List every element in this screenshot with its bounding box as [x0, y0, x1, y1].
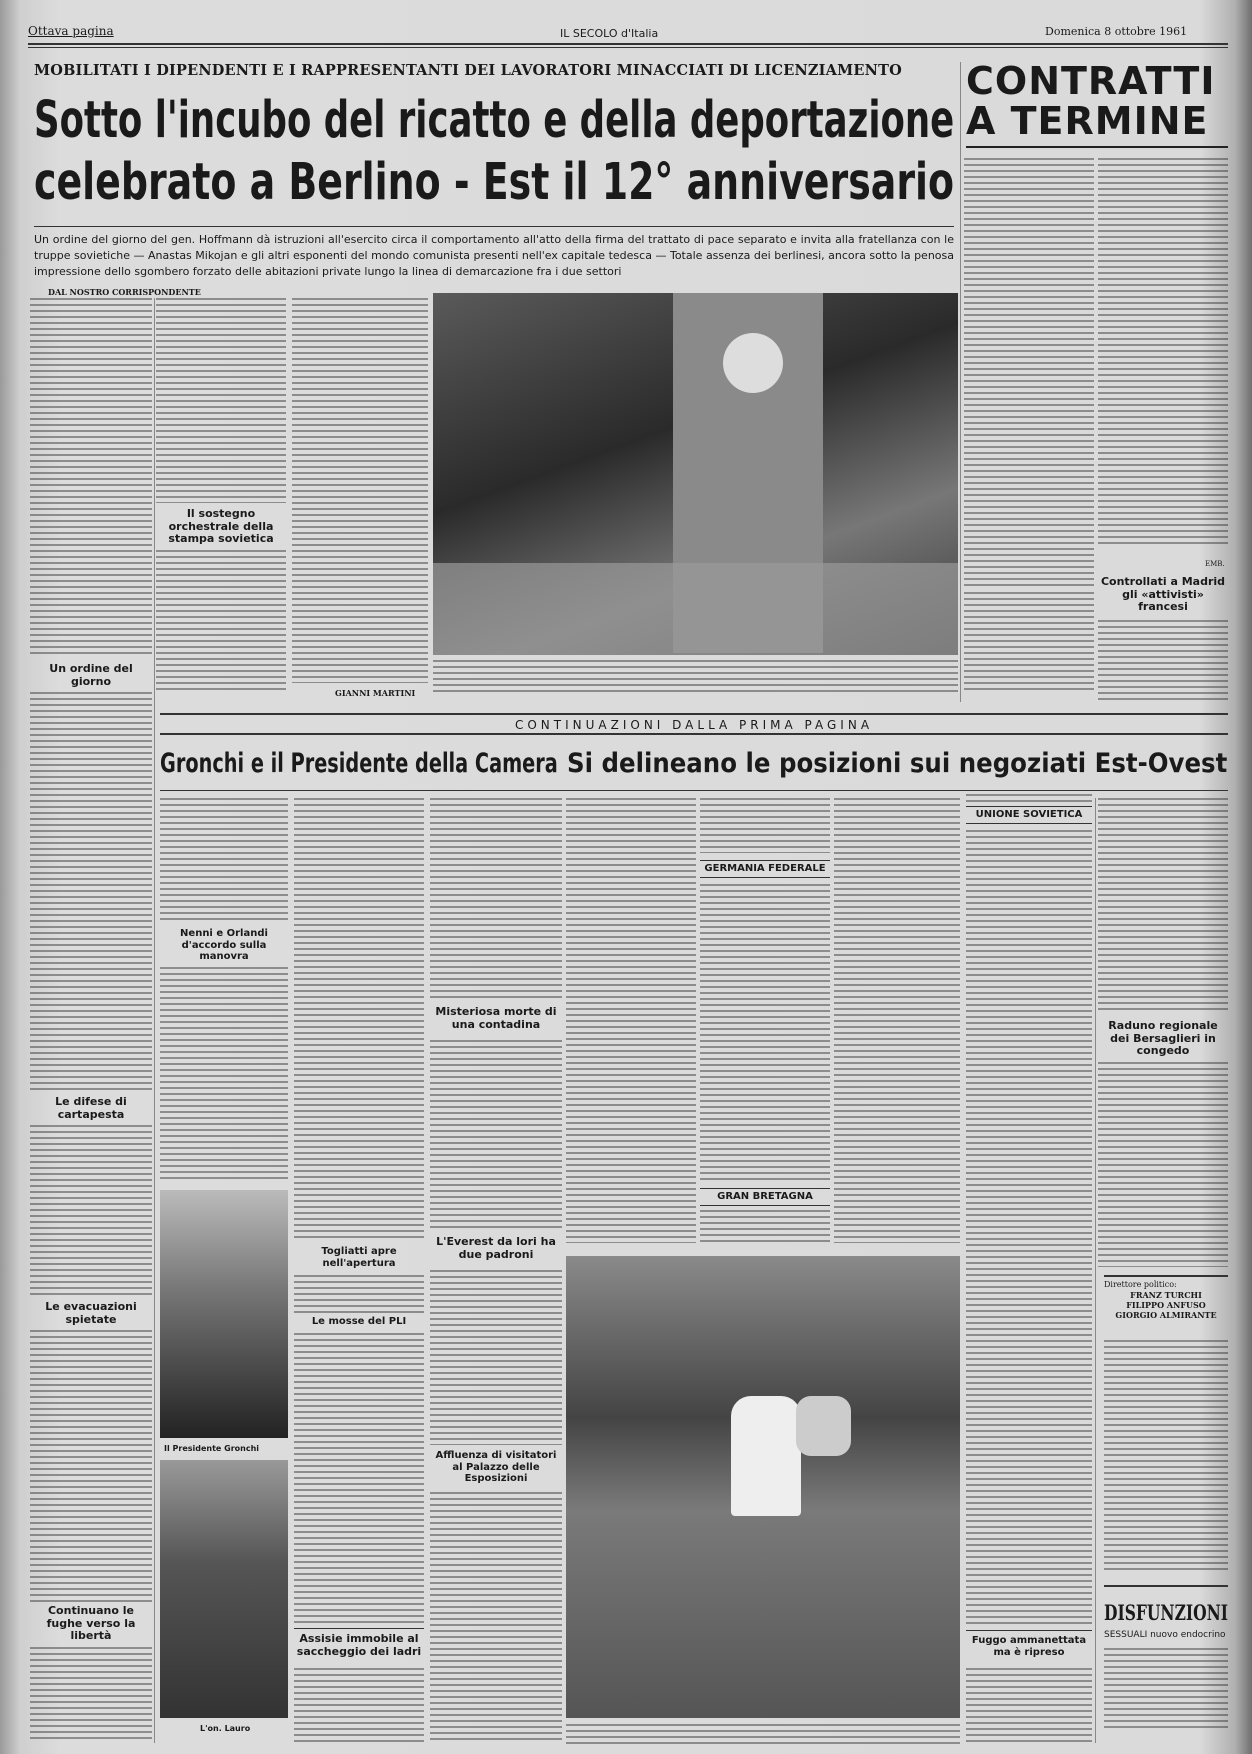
column-rule [154, 298, 155, 1743]
article-text [966, 830, 1092, 1625]
article-text [700, 884, 830, 1184]
subhead: Il sostegno orchestrale della stampa sovietica [168, 507, 274, 546]
lead-summary: Un ordine del giorno del gen. Hoffmann dà istruzioni all'esercito circa il comportamento all'atto della firma del trattato di pace separato e invita alla fratellanza con le truppe sovietiche — Anastas Mikojan e gli altri esponenti del mondo comunista presenti nell'ex capitale tedesca — Totale assenza dei berlinesi, ancora sotto la penosa impressione dello sgombero forzato delle abitazioni private lungo la linea di demarcazione fra i due settori [34, 233, 954, 278]
imprint-name: FILIPPO ANFUSO [1126, 1300, 1206, 1310]
article-text [294, 1275, 424, 1313]
subhead: Le mosse del PLI [311, 1316, 407, 1327]
article-text [700, 1210, 830, 1245]
headline-negoziati: Si delineano le posizioni sui negoziati Est-Ovest [567, 748, 1228, 779]
column-rule [960, 62, 961, 702]
subhead: Raduno regionale dei Bersaglieri in congedo [1108, 1019, 1218, 1058]
article-text [156, 298, 286, 503]
subhead: Assisie immobile al saccheggio dei ladri [294, 1628, 424, 1658]
article-text [294, 1668, 424, 1742]
imprint-label: Direttore politico: [1104, 1280, 1177, 1289]
continuations-banner: CONTINUAZIONI DALLA PRIMA PAGINA [160, 713, 1228, 735]
photo-caption: Il Presidente Gronchi [164, 1444, 260, 1453]
article-text [700, 798, 830, 853]
article-text [30, 1647, 152, 1741]
header-rule [28, 47, 1228, 48]
gronchi-photo [160, 1190, 288, 1438]
article-text [566, 798, 696, 1243]
berlin-wall-photo [433, 293, 958, 655]
ad-subtitle: SESSUALI nuovo endocrino [1104, 1630, 1226, 1640]
subhead: Controllati a Madrid gli «attivisti» francesi [1100, 575, 1226, 614]
subhead: Affluenza di visitatori al Palazzo delle Esposizioni [435, 1450, 557, 1484]
rome-cars-photo [566, 1256, 960, 1718]
imprint-text [1104, 1340, 1228, 1570]
side-title-line: CONTRATTI [966, 59, 1216, 103]
article-text [156, 550, 286, 690]
article-text [1098, 620, 1228, 700]
article-text [1098, 158, 1228, 548]
divider [1104, 1585, 1228, 1587]
article-text [834, 798, 960, 1243]
article-text [430, 1270, 562, 1445]
signature: GIANNI MARTINI [335, 688, 416, 698]
ad-text [1104, 1648, 1228, 1728]
article-text [160, 798, 288, 923]
date: Domenica 8 ottobre 1961 [1045, 25, 1188, 38]
kicker: MOBILITATI I DIPENDENTI E I RAPPRESENTANTI DEI LAVORATORI MINACCIATI DI LICENZIAMENTO [34, 62, 902, 79]
article-text [294, 798, 424, 1238]
article-text [30, 298, 152, 658]
subhead: Un ordine del giorno [49, 662, 133, 688]
side-title-line: A TERMINE [966, 99, 1209, 143]
headline-gronchi: Gronchi e il Presidente della Camera [160, 748, 558, 779]
subhead: Continuano le fughe verso la libertà [46, 1604, 136, 1643]
divider [34, 226, 954, 227]
article-text [30, 1330, 152, 1602]
article-text [30, 1125, 152, 1297]
subhead: Togliatti apre nell'apertura [321, 1246, 397, 1269]
imprint-name: FRANZ TURCHI [1130, 1290, 1202, 1300]
subhead: Le difese di cartapesta [55, 1095, 127, 1121]
article-text [964, 592, 1094, 692]
article-text [1098, 798, 1228, 1013]
article-text [964, 158, 1094, 588]
subhead: GERMANIA FEDERALE [700, 860, 830, 878]
photo-caption: L'on. Lauro [200, 1724, 251, 1733]
divider [160, 790, 1228, 791]
subhead: Le evacuazioni spietate [45, 1300, 137, 1326]
subhead: Fuggo ammanettata ma è ripreso [966, 1630, 1092, 1658]
headline-line: Sotto l'incubo del ricatto e della deportazione [34, 91, 955, 150]
article-text [1098, 1062, 1228, 1267]
lead-headline [34, 92, 956, 222]
subhead: Misteriosa morte di una contadina [435, 1005, 557, 1031]
subhead: GRAN BRETAGNA [700, 1188, 830, 1206]
ad-title: DISFUNZIONI [1104, 1600, 1229, 1625]
imprint-name: GIORGIO ALMIRANTE [1115, 1310, 1217, 1320]
article-text [30, 692, 152, 1092]
article-text [966, 794, 1092, 802]
subhead: Nenni e Orlandi d'accordo sulla manovra [180, 928, 268, 962]
article-text [430, 1492, 562, 1742]
article-text [294, 1333, 424, 1623]
signature: EMB. [1205, 560, 1225, 568]
byline: DAL NOSTRO CORRISPONDENTE [48, 287, 201, 297]
page-number: Ottava pagina [28, 24, 114, 38]
imprint [1104, 1275, 1228, 1320]
photo-caption [566, 1724, 960, 1744]
masthead: IL SECOLO d'Italia [560, 27, 659, 40]
headline-line: celebrato a Berlino - Est il 12° anniversario [34, 153, 955, 212]
article-text [160, 967, 288, 1182]
subhead: UNIONE SOVIETICA [966, 806, 1092, 824]
article-text [966, 1668, 1092, 1742]
article-text [430, 798, 562, 998]
lauro-photo [160, 1460, 288, 1718]
article-text [430, 1040, 562, 1230]
column-rule [1095, 798, 1096, 1743]
photo-caption [433, 660, 958, 694]
article-text [292, 298, 428, 683]
subhead: L'Everest da lori ha due padroni [436, 1235, 556, 1261]
header-rule [28, 43, 1228, 45]
side-title [966, 59, 1228, 148]
